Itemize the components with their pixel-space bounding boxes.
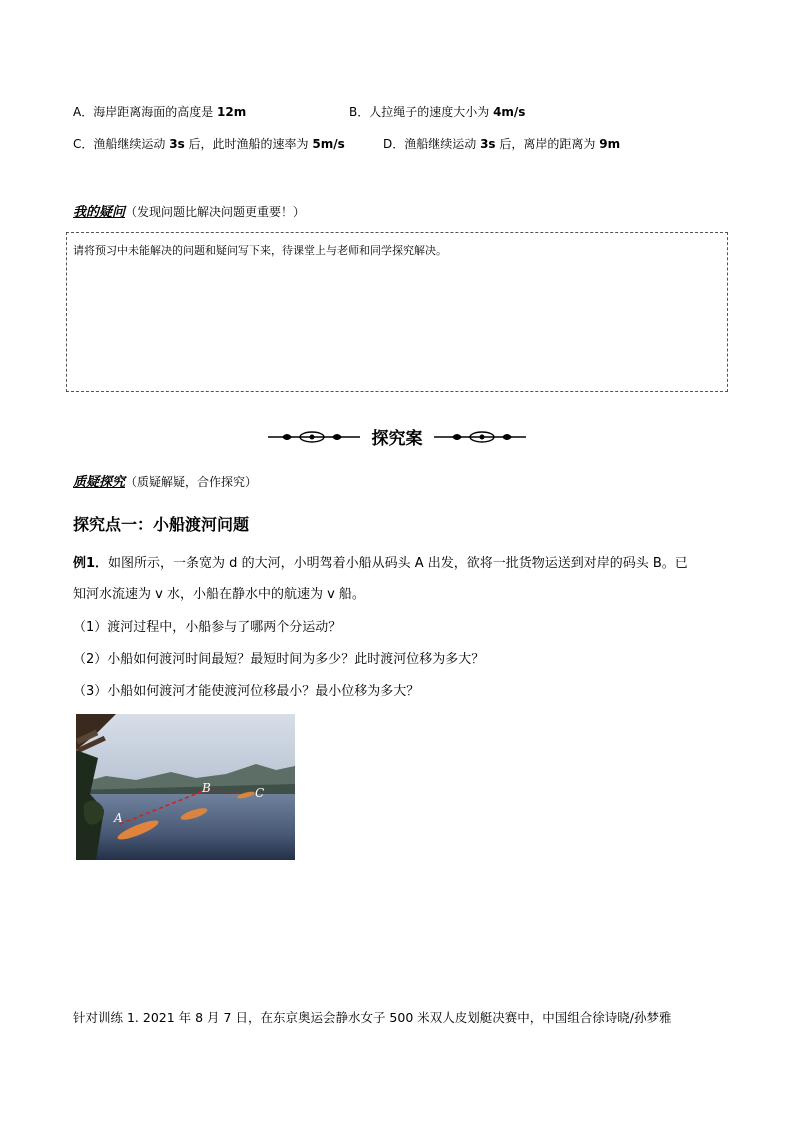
point-c-label: C bbox=[255, 786, 265, 800]
inquiry-heading-title: 质疑探究 bbox=[73, 475, 126, 490]
option-d: D．渔船继续运动 3s 后，离岸的距离为 9m bbox=[383, 137, 621, 151]
training-text: 针对训练 1. 2021 年 8 月 7 日，在东京奥运会静水女子 500 米双人皮划艇决赛中，中国组合徐诗晓/孙梦雅 bbox=[73, 1010, 672, 1025]
notes-heading-subtitle: （发现问题比解决问题更重要！） bbox=[125, 205, 306, 219]
question-2: （2）小船如何渡河时间最短？最短时间为多少？此时渡河位移为多大？ bbox=[73, 652, 485, 667]
option-a: A．海岸距离海面的高度是 12m bbox=[73, 105, 247, 119]
option-c: C．渔船继续运动 3s 后，此时渔船的速率为 5m/s bbox=[73, 137, 345, 151]
question-3: （3）小船如何渡河才能使渡河位移最小？最小位移为多大？ bbox=[73, 684, 420, 699]
point-a-label: A bbox=[114, 811, 123, 825]
section-banner bbox=[0, 424, 794, 449]
option-b: B．人拉绳子的速度大小为 4m/s bbox=[349, 105, 526, 119]
notes-prompt: 请将预习中未能解决的问题和疑问写下来，待课堂上与老师和同学探究解决。 bbox=[73, 244, 447, 257]
banner-title: 探究案 bbox=[371, 429, 423, 449]
right-ornament-icon bbox=[434, 430, 526, 444]
point-b-label: B bbox=[202, 781, 211, 795]
notes-box[interactable] bbox=[66, 232, 728, 392]
inquiry-heading-subtitle: （质疑解疑，合作探究） bbox=[125, 475, 258, 489]
example-line-2: 知河水流速为 v 水，小船在静水中的航速为 v 船。 bbox=[73, 587, 365, 602]
point-title: 探究点一：小船渡河问题 bbox=[73, 515, 250, 534]
left-ornament-icon bbox=[268, 430, 360, 444]
notes-heading-title: 我的疑问 bbox=[73, 205, 126, 220]
question-1: （1）渡河过程中，小船参与了哪两个分运动？ bbox=[73, 620, 342, 635]
notes-heading bbox=[73, 201, 305, 220]
example-label: 例1． bbox=[73, 556, 109, 571]
inquiry-heading bbox=[73, 471, 257, 490]
example-line-1: 例1．如图所示，一条宽为 d 的大河，小明驾着小船从码头 A 出发，欲将一批货物运送到对岸的码头 B。已 bbox=[73, 556, 688, 571]
river-photo bbox=[76, 714, 295, 860]
